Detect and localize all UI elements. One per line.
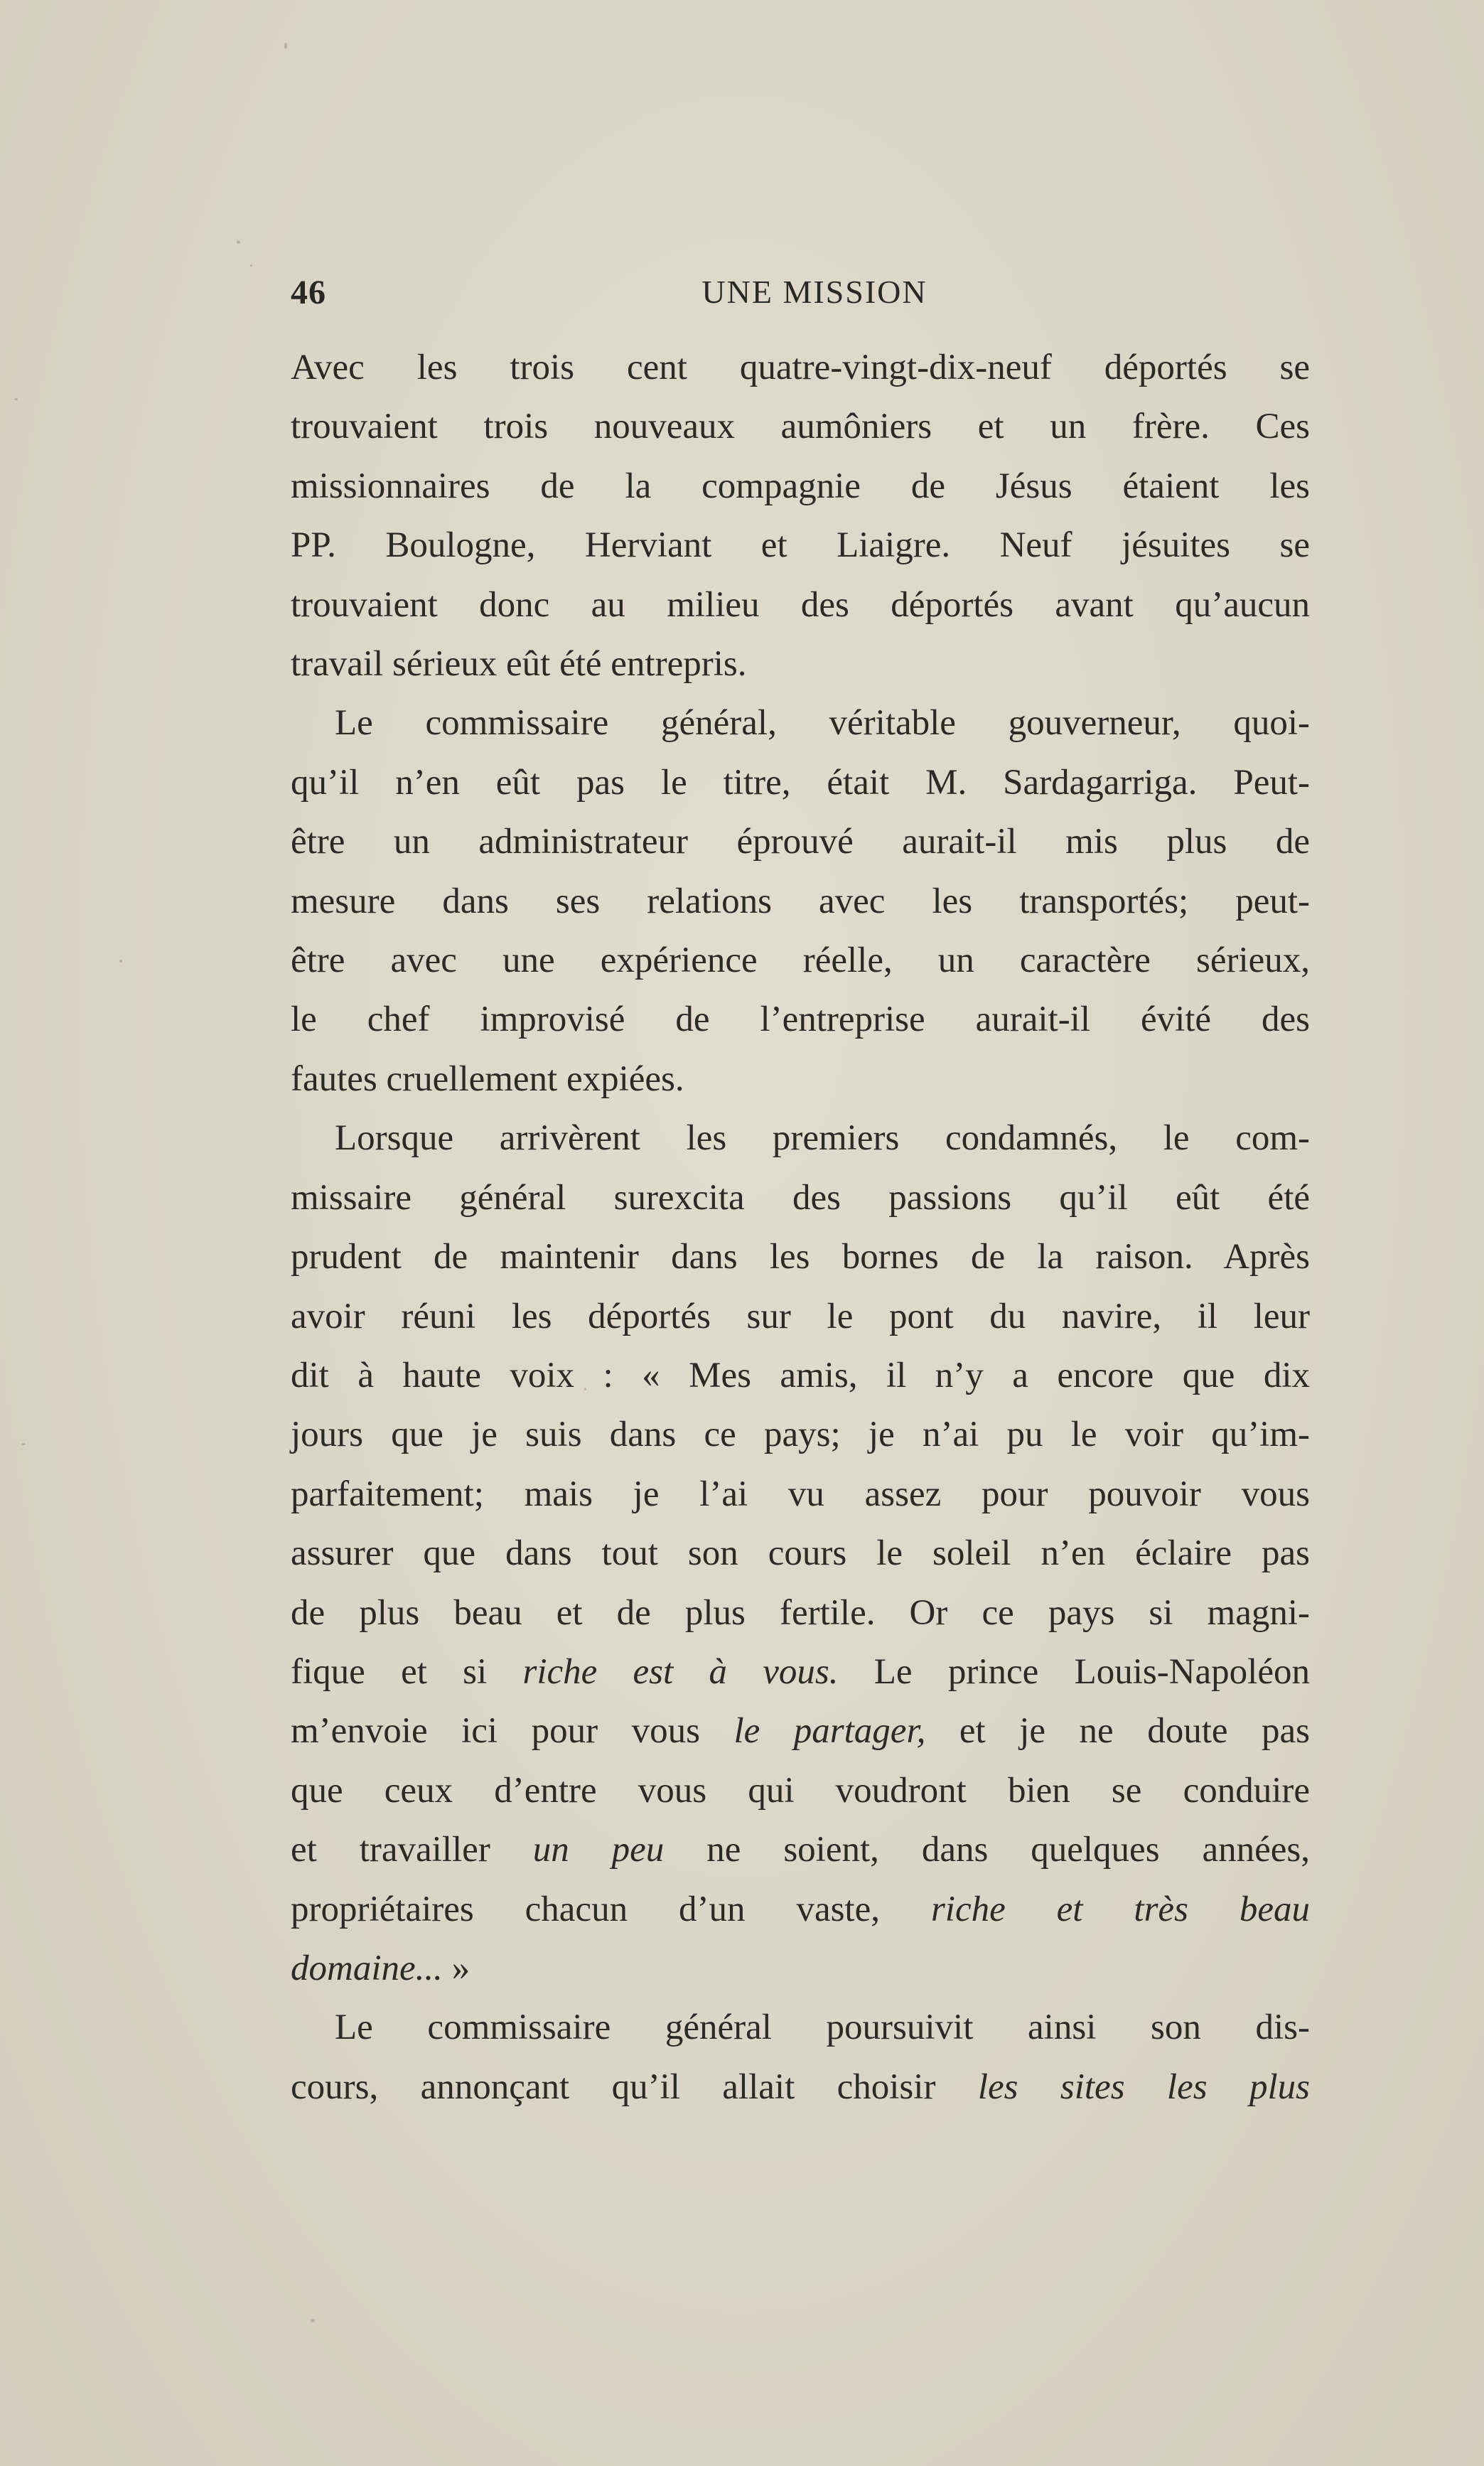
text-line: trouvaient trois nouveaux aumôniers et un frère. Ces <box>291 407 1310 447</box>
text-line: Le commissaire général poursuivit ainsi son dis- <box>335 2007 1310 2048</box>
text-line: de plus beau et de plus fertile. Or ce pays si magni- <box>291 1592 1310 1633</box>
paragraph-3 <box>291 1109 1310 1998</box>
text-line: être avec une expérience réelle, un caractère sérieux, <box>291 940 1310 981</box>
text-line: le chef improvisé de l’entreprise aurait-il évité des <box>291 999 1310 1040</box>
text-line <box>291 1939 1310 1998</box>
text-line: travail sérieux eût été entrepris. <box>291 644 747 685</box>
text-line: prudent de maintenir dans les bornes de la raison. Après <box>291 1237 1310 1277</box>
page-number: 46 <box>291 274 326 311</box>
text-run: fique et si <box>291 1651 523 1692</box>
text-line: dit à haute voix : « Mes amis, il n’y a encore que dix <box>291 1355 1310 1395</box>
text-line <box>291 1762 1310 1821</box>
text-line: Avec les trois cent quatre-vingt-dix-neuf déportés se <box>291 348 1310 387</box>
paper-speck <box>119 960 122 963</box>
text-run: que ceux d’entre vous qui voudront bien se conduire <box>291 1770 1310 1811</box>
italic-run: riche et très beau <box>930 1889 1311 1929</box>
text-run: Le prince Louis-Napoléon <box>838 1651 1310 1692</box>
text-run: cours, annonçant qu’il allait choisir <box>291 2066 978 2107</box>
paper-speck <box>284 43 287 49</box>
text-run: et travailler <box>291 1830 533 1870</box>
text-line <box>291 1821 1310 1880</box>
paper-speck <box>14 398 18 400</box>
text-run: et je ne doute pas <box>925 1711 1310 1752</box>
paper-speck <box>311 2319 315 2322</box>
text-line: Le commissaire général, véritable gouverneur, quoi- <box>335 703 1310 744</box>
text-line: trouvaient donc au milieu des déportés avant qu’aucun <box>291 584 1310 625</box>
italic-run: le partager, <box>733 1711 926 1752</box>
text-run: m’envoie ici pour vous <box>291 1711 734 1752</box>
text-line <box>291 1880 1310 1939</box>
text-line: Lorsque arrivèrent les premiers condamnés, le com- <box>335 1118 1310 1159</box>
text-line: avoir réuni les déportés sur le pont du navire, il leur <box>291 1296 1310 1336</box>
text-line: missaire général surexcita des passions qu’il eût été <box>291 1177 1310 1218</box>
text-run: ne soient, dans quelques années, <box>664 1830 1310 1870</box>
text-line: missionnaires de la compagnie de Jésus étaient les <box>291 466 1310 506</box>
paper-speck <box>250 264 252 267</box>
text-line: jours que je suis dans ce pays; je n’ai pu le voir qu’im- <box>291 1415 1310 1455</box>
text-line <box>291 1702 1310 1761</box>
text-line: mesure dans ses relations avec les transportés; peut- <box>291 881 1310 921</box>
running-head: UNE MISSION <box>701 274 928 310</box>
paragraph-1 <box>291 338 1310 694</box>
page-header <box>291 273 1310 323</box>
text-line: PP. Boulogne, Herviant et Liaigre. Neuf jésuites se <box>291 525 1310 566</box>
text-run: propriétaires chacun d’un vaste, <box>291 1889 931 1929</box>
italic-run: riche est à vous. <box>522 1651 839 1692</box>
paragraph-2 <box>291 694 1310 1109</box>
text-line: fautes cruellement expiées. <box>291 1058 684 1099</box>
text-line <box>291 2058 1310 2117</box>
text-line <box>291 1643 1310 1702</box>
paragraph-4 <box>291 1998 1310 2117</box>
text-line: assurer que dans tout son cours le soleil n’en éclaire pas <box>291 1533 1310 1574</box>
italic-run: les sites les plus <box>977 2066 1310 2107</box>
paper-speck <box>21 1443 26 1445</box>
text-run: » <box>442 1948 471 1988</box>
text-line: être un administrateur éprouvé aurait-il mis plus de <box>291 822 1310 862</box>
italic-run: domaine... <box>291 1948 443 1988</box>
paper-speck <box>237 240 240 244</box>
body-text <box>291 338 1310 2117</box>
text-line: qu’il n’en eût pas le titre, était M. Sardagarriga. Peut- <box>291 762 1310 803</box>
text-line: parfaitement; mais je l’ai vu assez pour pouvoir vous <box>291 1474 1310 1514</box>
italic-run: un peu <box>532 1830 665 1870</box>
